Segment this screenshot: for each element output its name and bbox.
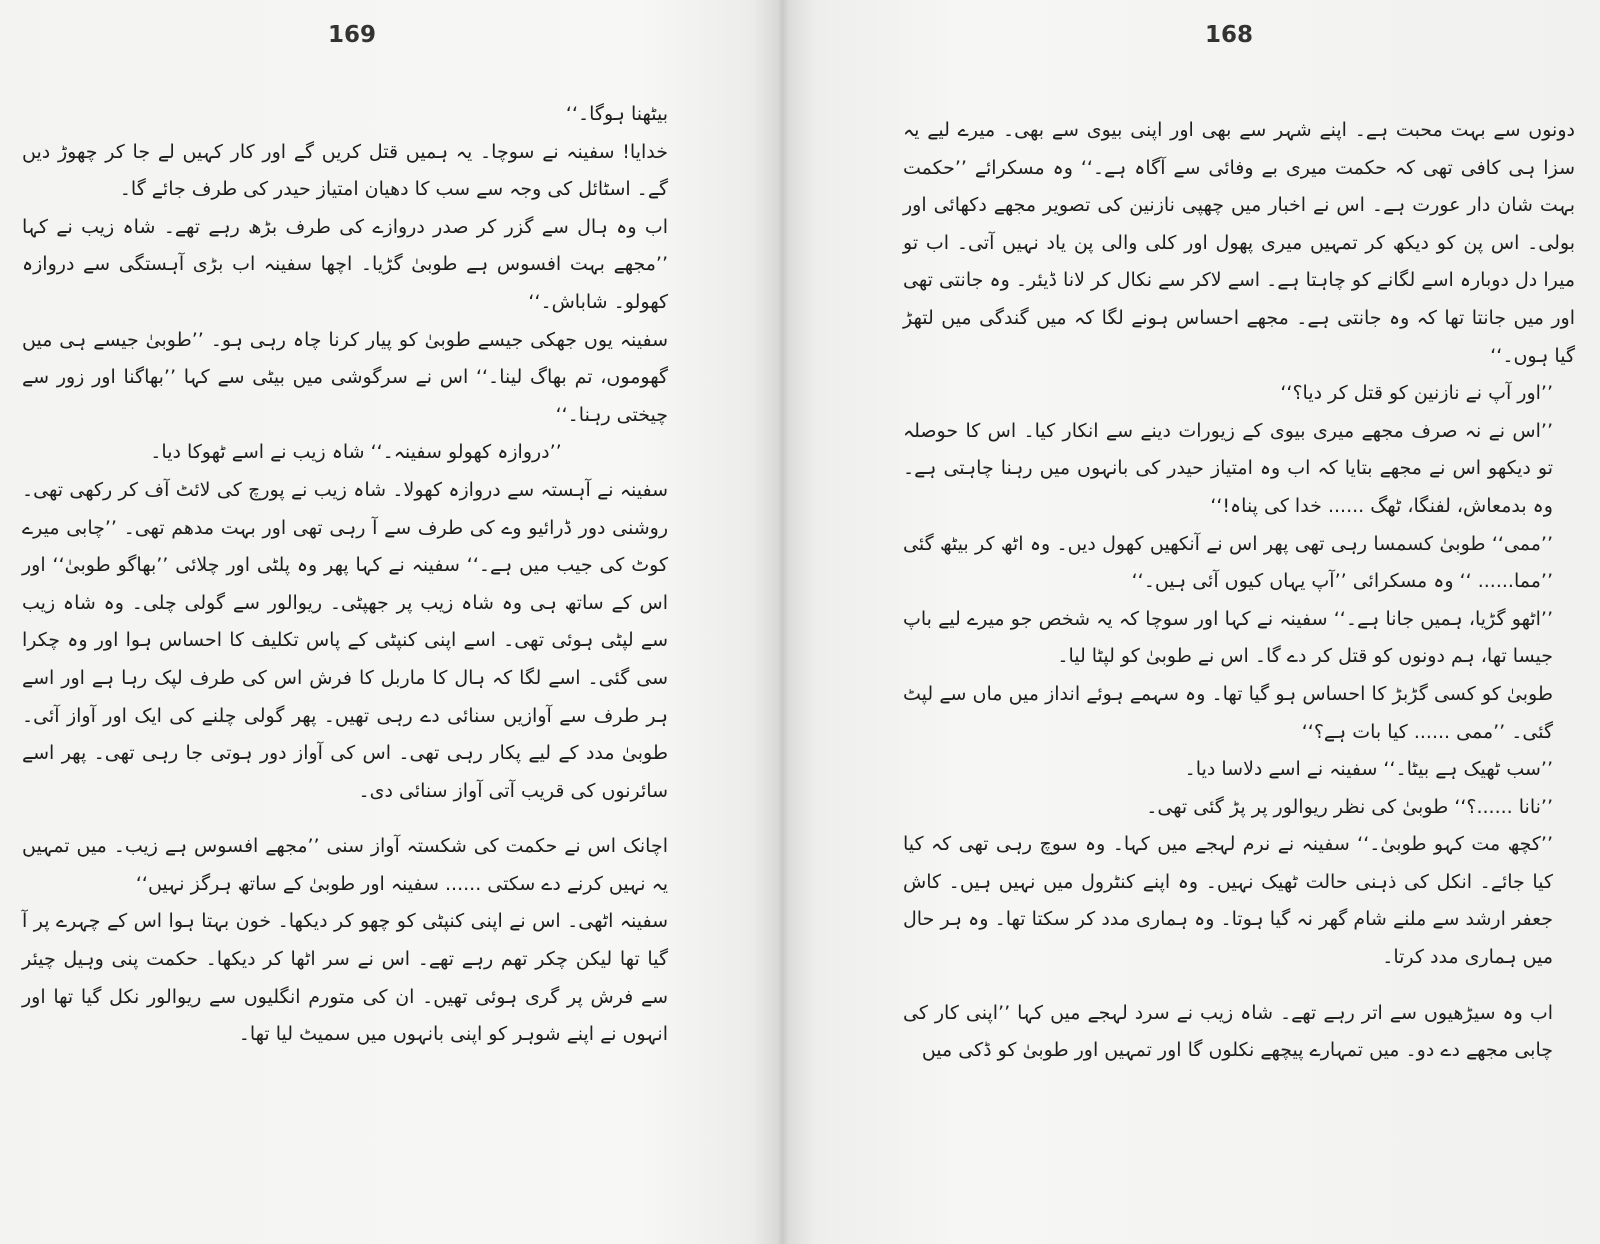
paragraph: ’’اس نے نہ صرف مجھے میری بیوی کے زیورات دینے سے انکار کیا۔ اس کا حوصلہ تو دیکھو اس نے مجھے بتایا کہ اب وہ امتیاز حیدر کی بانہوں میں رہنا چاہتی ہے۔ وہ بدمعاش، لفنگا، ٹھگ ...... خدا کی پناہ!‘‘ — [903, 419, 1553, 517]
paragraph: دونوں سے بہت محبت ہے۔ اپنے شہر سے بھی اور اپنی بیوی سے بھی۔ میرے لیے یہ سزا ہی کافی تھی کہ حکمت میری بے وفائی سے آگاہ ہے۔‘‘ وہ مسکرائے ’’حکمت بہت شان دار عورت ہے۔ اس نے اخبار میں چھپی نازنین کی تصویر مجھے دکھائی اور بولی۔ اس پن کو دیکھ کر تمہیں میری پھول اور کلی والی پن یاد نہیں آتی۔ اب تو میرا دل دوبارہ اسے لگانے کو چاہتا ہے۔ اسے لاکر سے نکال کر لانا ڈیئر۔ وہ جانتی تھی اور میں جانتا تھا کہ وہ جانتی ہے۔ مجھے احساس ہونے لگا کہ میں گندگی میں لتھڑ گیا ہوں۔‘‘ — [903, 119, 1575, 367]
paragraph: سفینہ اٹھی۔ اس نے اپنی کنپٹی کو چھو کر دیکھا۔ خون بہتا ہوا اس کے چہرے پر آ گیا تھا لیکن چکر تھم رہے تھے۔ اس نے سر اٹھا کر دیکھا۔ حکمت پنی وہیل چیئر سے فرش پر گری ہوئی تھیں۔ ان کی متورم انگلیوں سے ریوالور نکل گیا تھا اور انہوں نے اپنے شوہر کو اپنی بانہوں میں سمیٹ لیا تھا۔ — [22, 910, 668, 1046]
paragraph: ’’سب ٹھیک ہے بیٹا۔‘‘ سفینہ نے اسے دلاسا دیا۔ — [1184, 758, 1553, 781]
paragraph: سفینہ یوں جھکی جیسے طوبیٰ کو پیار کرنا چاہ رہی ہو۔ ’’طوبیٰ جیسے ہی میں گھوموں، تم بھاگ لینا۔‘‘ اس نے سرگوشی میں بیٹی سے کہا ’’بھاگنا اور زور سے چیختی رہنا۔‘‘ — [22, 328, 668, 426]
paragraph: ’’نانا ......؟‘‘ طوبیٰ کی نظر ریوالور پر پڑ گئی تھی۔ — [1146, 795, 1553, 818]
paragraph: طوبیٰ کو کسی گڑبڑ کا احساس ہو گیا تھا۔ وہ سہمے ہوئے انداز میں ماں سے لپٹ گئی۔ ’’ممی ...... کیا بات ہے؟‘‘ — [903, 682, 1553, 743]
page-number: 169 — [328, 22, 377, 48]
paragraph: اب وہ ہال سے گزر کر صدر دروازے کی طرف بڑھ رہے تھے۔ شاہ زیب نے کہا ’’مجھے بہت افسوس ہے طوبیٰ گڑیا۔ اچھا سفینہ اب بڑی آہستگی سے دروازہ کھولو۔ شاباش۔‘‘ — [22, 215, 668, 313]
paragraph: خدایا! سفینہ نے سوچا۔ یہ ہمیں قتل کریں گے اور کار کہیں لے جا کر چھوڑ دیں گے۔ اسٹائل کی وجہ سے سب کا دھیان امتیاز حیدر کی طرف جائے گا۔ — [22, 140, 668, 201]
paragraph: ’’اور آپ نے نازنین کو قتل کر دیا؟‘‘ — [1280, 382, 1553, 405]
page-text — [903, 112, 1575, 1070]
paragraph: ’’ممی‘‘ طوبیٰ کسمسا رہی تھی پھر اس نے آنکھیں کھول دیں۔ وہ اٹھ کر بیٹھ گئی ’’مما...... ‘‘ وہ مسکرائی ’’آپ یہاں کیوں آئی ہیں۔‘‘ — [903, 532, 1553, 593]
paragraph: ’’دروازہ کھولو سفینہ۔‘‘ شاہ زیب نے اسے ٹھوکا دیا۔ — [150, 441, 562, 464]
paragraph: اب وہ سیڑھیوں سے اتر رہے تھے۔ شاہ زیب نے سرد لہجے میں کہا ’’اپنی کار کی چابی مجھے دے دو۔ میں تمہارے پیچھے نکلوں گا اور تمہیں اور طوبیٰ کو ڈکی میں — [903, 1001, 1553, 1062]
left-page — [0, 0, 770, 1244]
paragraph: بیٹھنا ہوگا۔‘‘ — [565, 103, 668, 125]
paragraph: ’’اٹھو گڑیا، ہمیں جانا ہے۔‘‘ سفینہ نے کہا اور سوچا کہ یہ شخص جو میرے لیے باپ جیسا تھا، ہم دونوں کو قتل کر دے گا۔ اس نے طوبیٰ کو لپٹا لیا۔ — [903, 607, 1553, 668]
page-number: 168 — [1205, 22, 1254, 48]
right-page — [785, 0, 1600, 1244]
paragraph: ’’کچھ مت کہو طوبیٰ۔‘‘ سفینہ نے نرم لہجے میں کہا۔ وہ سوچ رہی تھی کہ کیا کیا جائے۔ انکل کی ذہنی حالت ٹھیک نہیں۔ وہ اپنے کنٹرول میں نہیں ہیں۔ کاش جعفر ارشد سے ملنے شام گھر نہ گیا ہوتا۔ وہ ہماری مدد کر سکتا تھا۔ وہ ہر حال میں ہماری مدد کرتا۔ — [903, 833, 1553, 969]
paragraph: اچانک اس نے حکمت کی شکستہ آواز سنی ’’مجھے افسوس ہے زیب۔ میں تمہیں یہ نہیں کرنے دے سکتی ...... سفینہ اور طوبیٰ کے ساتھ ہرگز نہیں‘‘ — [22, 835, 668, 895]
paragraph: سفینہ نے آہستہ سے دروازہ کھولا۔ شاہ زیب نے پورچ کی لائٹ آف کر رکھی تھی۔ روشنی دور ڈرائیو وے کی طرف سے آ رہی تھی اور بہت مدھم تھی۔ ’’چابی میرے کوٹ کی جیب میں ہے۔‘‘ سفینہ نے کہا پھر وہ پلٹی اور چلائی ’’بھاگو طوبیٰ‘‘ اور اس کے ساتھ ہی وہ شاہ زیب پر جھپٹی۔ ریوالور سے گولی چلی۔ وہ شاہ زیب سے لپٹی ہوئی تھی۔ اسے اپنی کنپٹی کے پاس تکلیف کا احساس ہوا اور وہ چکرا سی گئی۔ اسے لگا کہ ہال کا ماربل کا فرش اس کی طرف لپک رہا ہے اور اسے ہر طرف سے آوازیں سنائی دے رہی تھیں۔ پھر گولی چلنے کی ایک اور آواز آئی۔ طوبیٰ مدد کے لیے پکار رہی تھی۔ اس کی آواز دور ہوتی جا رہی تھی۔ پھر اسے سائرنوں کی قریب آتی آواز سنائی دی۔ — [22, 478, 668, 802]
page-text — [22, 96, 690, 1054]
